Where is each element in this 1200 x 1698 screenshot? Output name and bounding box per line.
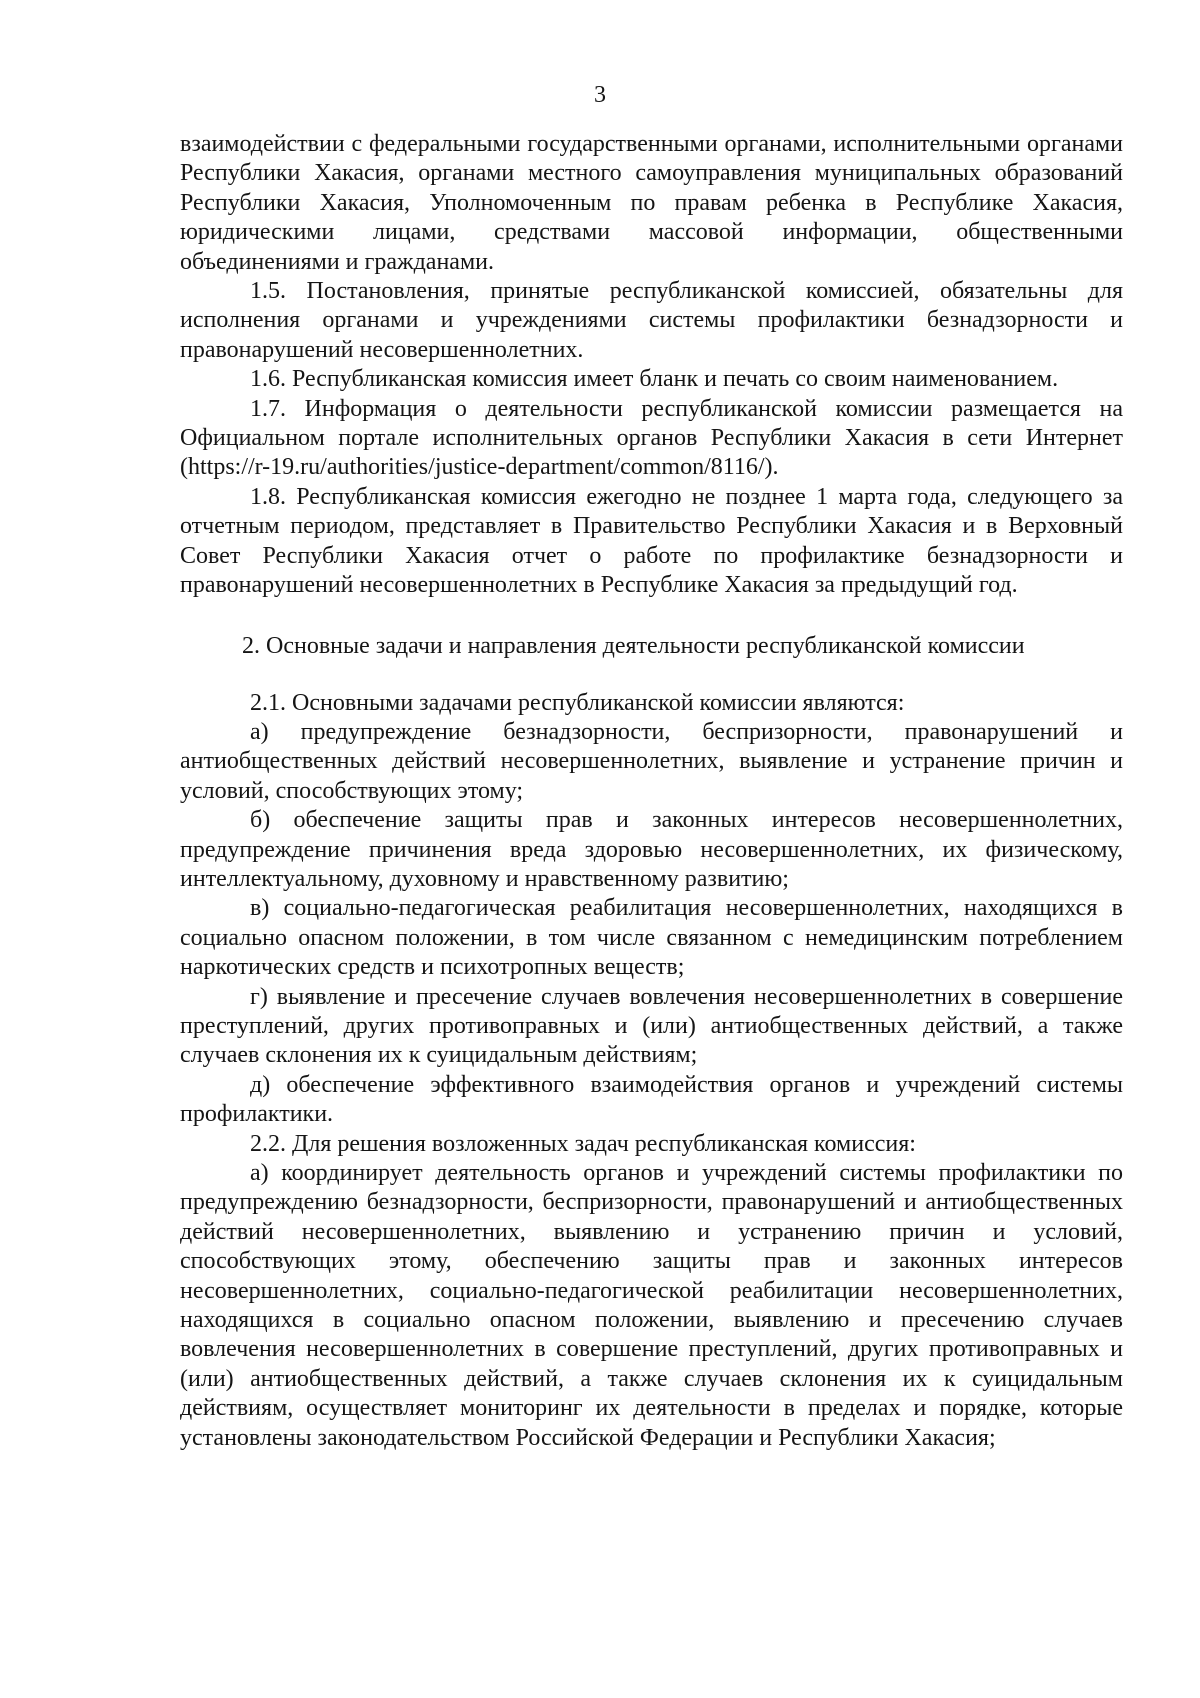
paragraph-1-5: 1.5. Постановления, принятые республиканской комиссией, обязательны для исполнения органами и учреждениями системы профилактики безнадзорности и правонарушений несовершеннолетних. <box>180 278 1123 363</box>
page-number: 3 <box>594 82 606 108</box>
paragraph-2-2: 2.2. Для решения возложенных задач республиканская комиссия: <box>250 1130 916 1157</box>
paragraph-1-6: 1.6. Республиканская комиссия имеет бланк и печать со своим наименованием. <box>250 366 1059 393</box>
paragraph-1-8: 1.8. Республиканская комиссия ежегодно не позднее 1 марта года, следующего за отчетным периодом, представляет в Правительство Республики Хакасия и в Верховный Совет Республики Хакасия отчет о работе по профилактике безнадзорности и правонарушений несовершеннолетних в Республике Хакасия за предыдущий год. <box>180 483 1123 599</box>
paragraph-2-1-a: а) предупреждение безнадзорности, беспризорности, правонарушений и антиобщественных действий несовершеннолетних, выявление и устранение причин и условий, способствующих этому; <box>180 718 1123 804</box>
paragraph-2-1-b: б) обеспечение защиты прав и законных интересов несовершеннолетних, предупреждение причинения вреда здоровью несовершеннолетних, их физическому, интеллектуальному, духовному и нравственному развитию; <box>180 807 1123 892</box>
paragraph-2-1-v: в) социально-педагогическая реабилитация несовершеннолетних, находящихся в социально опасном положении, в том числе связанном с немедицинским потреблением наркотических средств и психотропных веществ; <box>180 895 1123 981</box>
paragraph-2-2-a: а) координирует деятельность органов и учреждений системы профилактики по предупреждению безнадзорности, беспризорности, правонарушений и антиобщественных действий несовершеннолетних, выявлению и устранению причин и условий, способствующих этому, обеспечению защиты прав и законных интересов несовершеннолетних, социально-педагогической реабилитации несовершеннолетних, находящихся в социально опасном положении, выявлению и пресечению случаев вовлечения несовершеннолетних в совершение преступлений, других противоправных и (или) антиобщественных действий, а также случаев склонения их к суицидальным действиям, осуществляет мониторинг их деятельности в пределах и порядке, которые установлены законодательством Российской Федерации и Республики Хакасия; <box>180 1160 1123 1451</box>
document-body <box>180 130 1123 1453</box>
paragraph-2-1-g: г) выявление и пресечение случаев вовлечения несовершеннолетних в совершение преступлений, других противоправных и (или) антиобщественных действий, а также случаев склонения их к суицидальным действиям; <box>180 983 1123 1069</box>
section-heading: 2. Основные задачи и направления деятельности республиканской комиссии <box>242 632 1025 659</box>
paragraph-continuation: взаимодействии с федеральными государственными органами, исполнительными органами Республики Хакасия, органами местного самоуправления муниципальных образований Республики Хакасия, Уполномоченным по правам ребенка в Республике Хакасия, юридическими лицами, средствами массовой информации, общественными объединениями и гражданами. <box>180 131 1123 275</box>
paragraph-2-1: 2.1. Основными задачами республиканской комиссии являются: <box>250 689 905 716</box>
paragraph-2-1-d: д) обеспечение эффективного взаимодействия органов и учреждений системы профилактики. <box>180 1071 1123 1128</box>
paragraph-1-7: 1.7. Информация о деятельности республиканской комиссии размещается на Официальном портале исполнительных органов Республики Хакасия в сети Интернет (https://r-19.ru/authorities/justice-department/common/8116/). <box>180 395 1123 481</box>
